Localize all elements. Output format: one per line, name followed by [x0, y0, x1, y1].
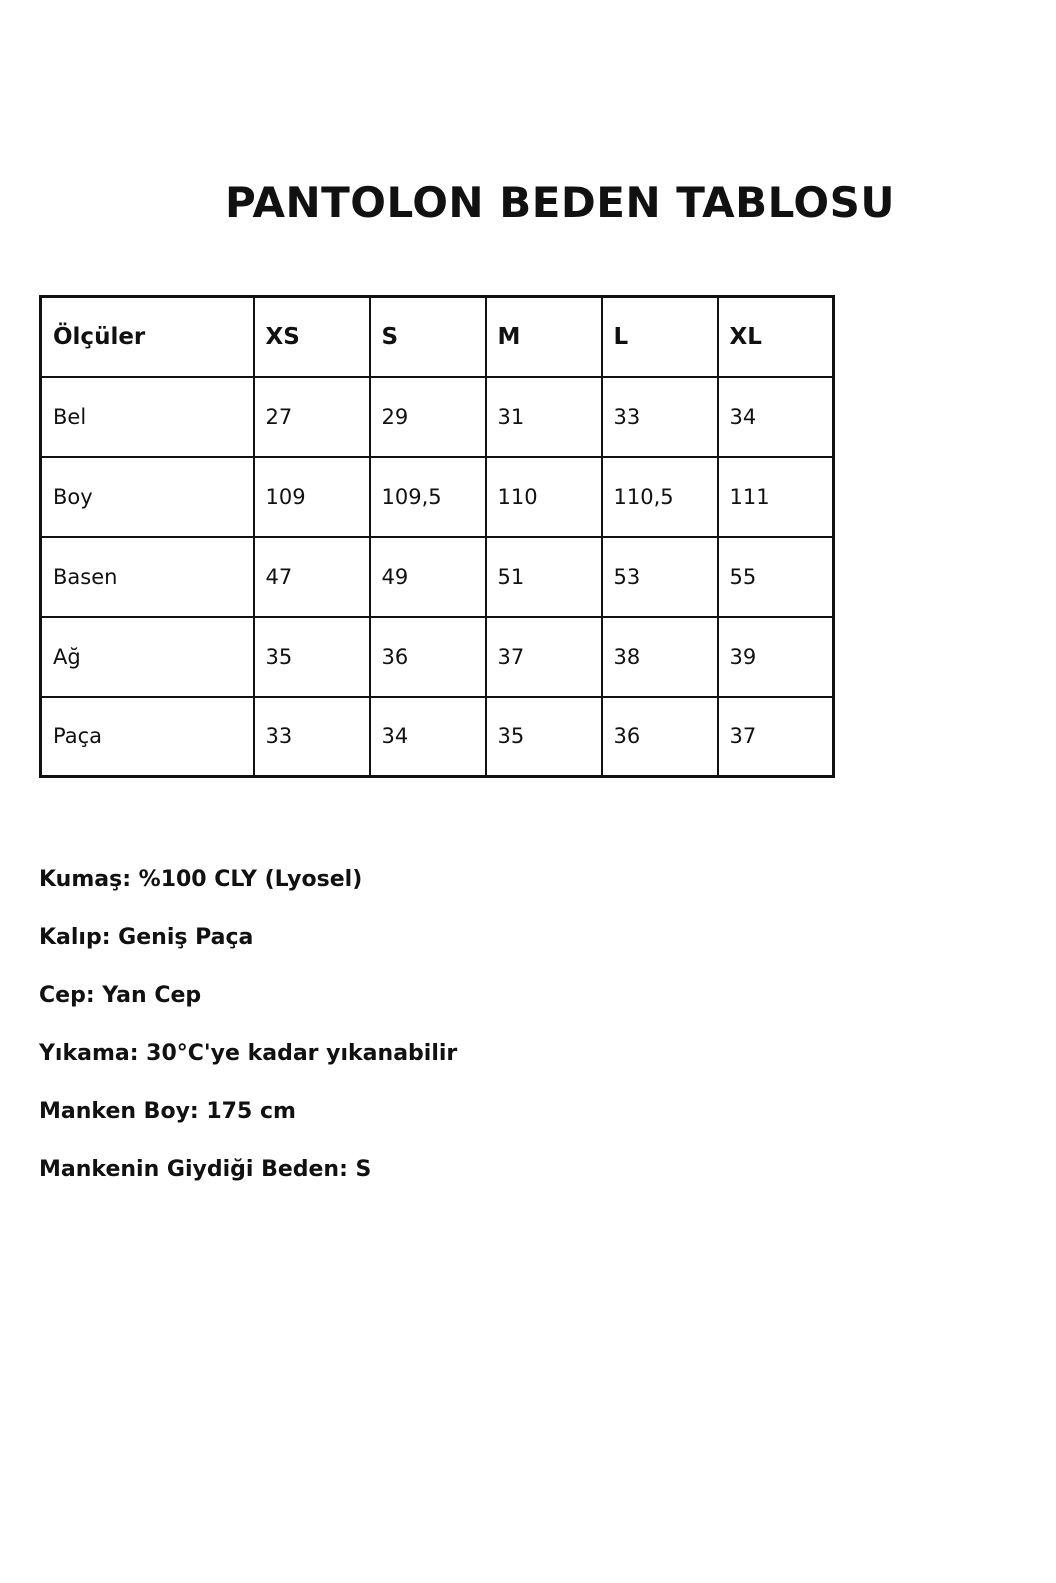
table-cell: 37	[486, 617, 602, 697]
table-cell: 33	[602, 377, 718, 457]
row-label-boy: Boy	[41, 457, 254, 537]
page-title: PANTOLON BEDEN TABLOSU	[225, 178, 895, 227]
table-cell: 31	[486, 377, 602, 457]
detail-washing: Yıkama: 30°C'ye kadar yıkanabilir	[39, 1041, 458, 1066]
table-cell: 35	[254, 617, 370, 697]
table-cell: 109	[254, 457, 370, 537]
table-cell: 35	[486, 697, 602, 777]
table-row	[41, 617, 834, 697]
table-cell: 38	[602, 617, 718, 697]
header-size-xl: XL	[718, 297, 834, 377]
table-cell: 36	[602, 697, 718, 777]
table-cell: 110	[486, 457, 602, 537]
header-measurements: Ölçüler	[41, 297, 254, 377]
detail-pocket: Cep: Yan Cep	[39, 983, 202, 1008]
header-size-l: L	[602, 297, 718, 377]
table-cell: 27	[254, 377, 370, 457]
table-cell: 109,5	[370, 457, 486, 537]
table-cell: 37	[718, 697, 834, 777]
table-cell: 34	[370, 697, 486, 777]
table-cell: 33	[254, 697, 370, 777]
row-label-ag: Ağ	[41, 617, 254, 697]
table-row	[41, 377, 834, 457]
table-cell: 55	[718, 537, 834, 617]
table-cell: 36	[370, 617, 486, 697]
table-cell: 39	[718, 617, 834, 697]
header-size-s: S	[370, 297, 486, 377]
table-cell: 29	[370, 377, 486, 457]
size-chart-table	[39, 295, 835, 778]
table-cell: 111	[718, 457, 834, 537]
header-size-m: M	[486, 297, 602, 377]
row-label-basen: Basen	[41, 537, 254, 617]
table-row	[41, 457, 834, 537]
detail-fit: Kalıp: Geniş Paça	[39, 925, 254, 950]
row-label-paca: Paça	[41, 697, 254, 777]
table-header-row	[41, 297, 834, 377]
product-details-list	[39, 862, 457, 1210]
table-row	[41, 697, 834, 777]
table-cell: 51	[486, 537, 602, 617]
table-cell: 47	[254, 537, 370, 617]
table-cell: 110,5	[602, 457, 718, 537]
row-label-bel: Bel	[41, 377, 254, 457]
detail-model-height: Manken Boy: 175 cm	[39, 1099, 296, 1124]
header-size-xs: XS	[254, 297, 370, 377]
table-cell: 49	[370, 537, 486, 617]
table-cell: 34	[718, 377, 834, 457]
table-row	[41, 537, 834, 617]
detail-model-size: Mankenin Giydiği Beden: S	[39, 1157, 372, 1182]
table-cell: 53	[602, 537, 718, 617]
detail-fabric: Kumaş: %100 CLY (Lyosel)	[39, 867, 363, 892]
